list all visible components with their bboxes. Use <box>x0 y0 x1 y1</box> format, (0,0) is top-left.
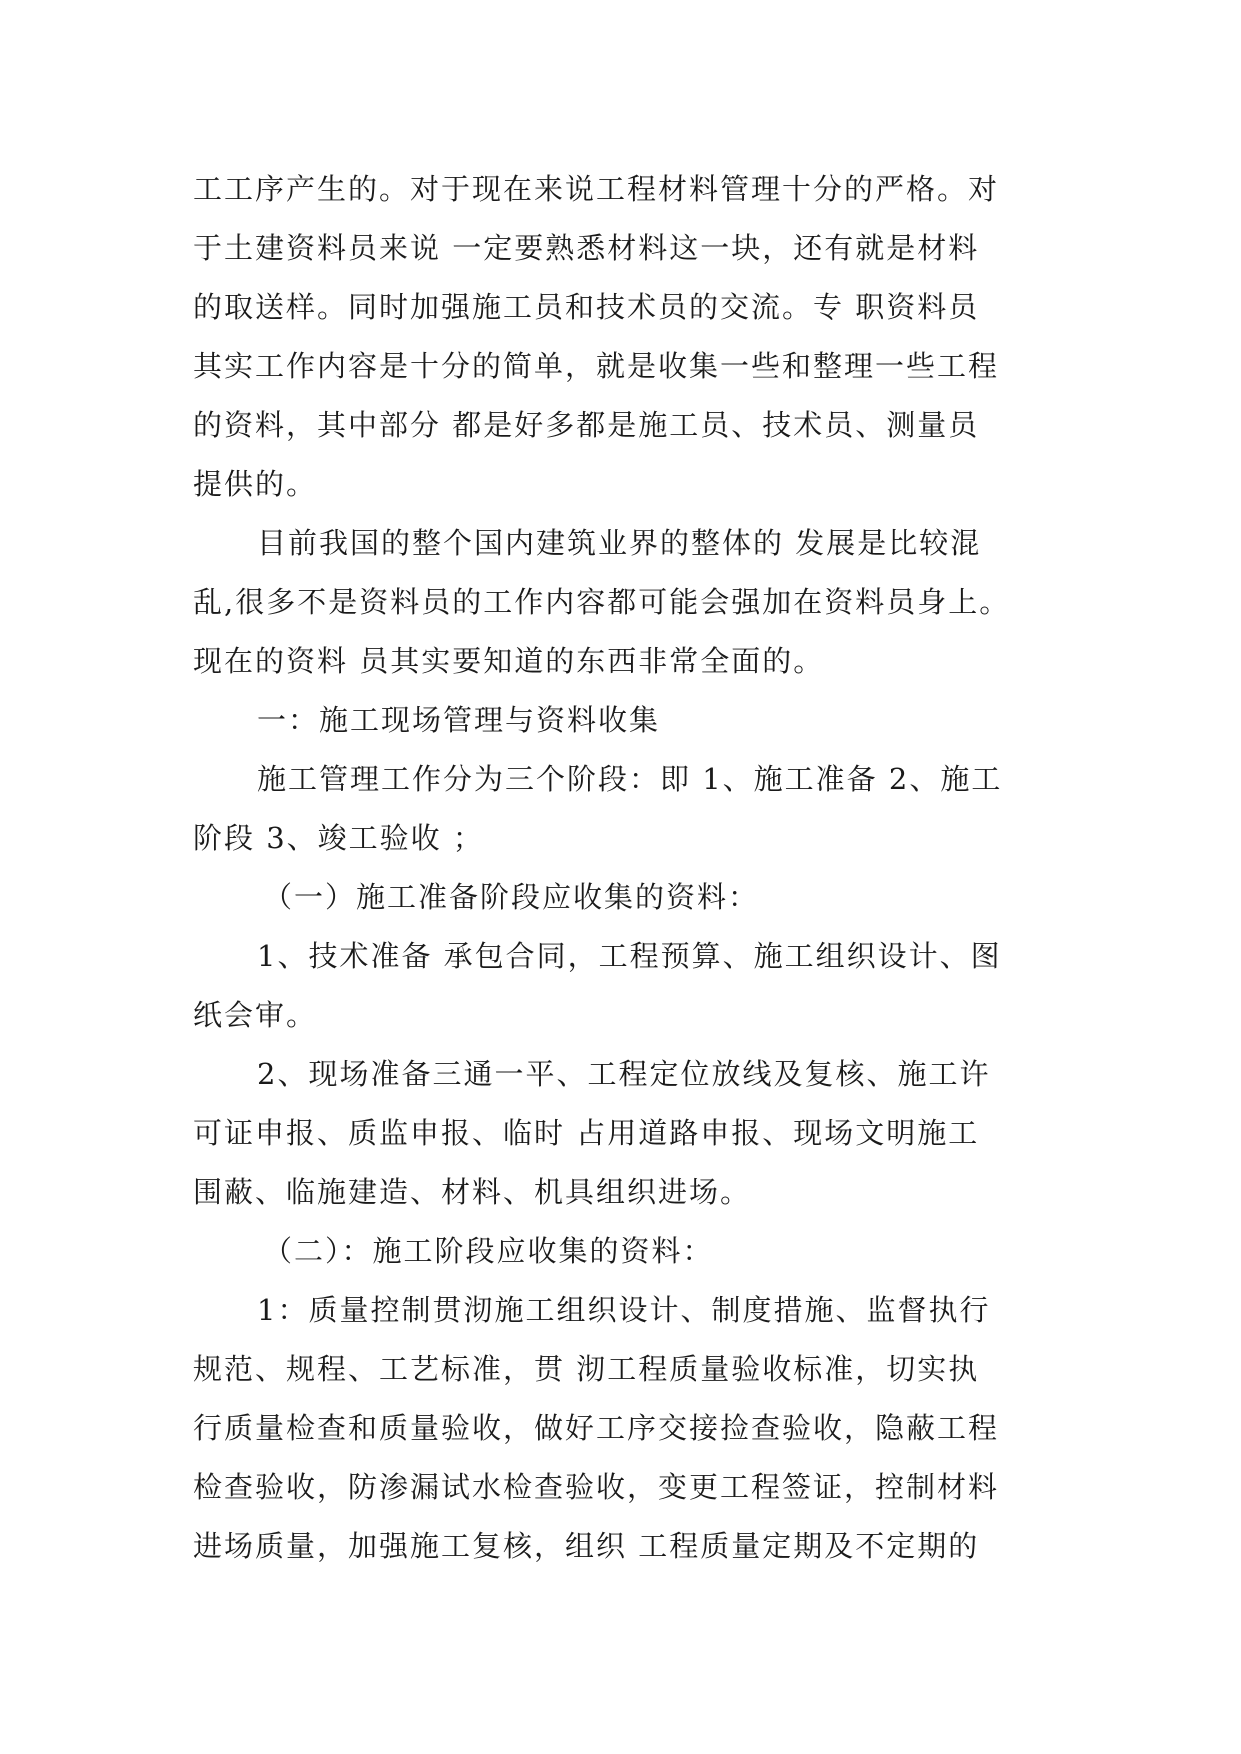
paragraph-line: 于土建资料员来说 一定要熟悉材料这一块，还有就是材料 <box>193 231 980 265</box>
paragraph-line: 检查验收，防渗漏试水检查验收，变更工程签证，控制材料 <box>193 1470 1000 1504</box>
paragraph-line: 的取送样。同时加强施工员和技术员的交流。专 职资料员 <box>193 290 980 324</box>
paragraph-line: 施工管理工作分为三个阶段：即 1、施工准备 2、施工 <box>257 762 1003 796</box>
paragraph-line: 提供的。 <box>193 467 318 501</box>
section-heading: 一：施工现场管理与资料收集 <box>257 703 661 737</box>
paragraph-line: 现在的资料 员其实要知道的东西非常全面的。 <box>193 644 825 678</box>
paragraph-line: 1、技术准备 承包合同，工程预算、施工组织设计、图 <box>257 939 1002 973</box>
paragraph-line: 可证申报、质监申报、临时 占用道路申报、现场文明施工 <box>193 1116 980 1150</box>
subsection-heading: （一）施工准备阶段应收集的资料： <box>263 880 760 914</box>
document-body <box>193 160 1063 1576</box>
paragraph-line: 进场质量，加强施工复核，组织 工程质量定期及不定期的 <box>193 1529 980 1563</box>
paragraph-line: 围蔽、临施建造、材料、机具组织进场。 <box>193 1175 752 1209</box>
paragraph-line: 阶段 3、竣工验收 ； <box>193 821 484 855</box>
paragraph-line: 1：质量控制贯沏施工组织设计、制度措施、监督执行 <box>257 1293 991 1327</box>
paragraph-line: 的资料，其中部分 都是好多都是施工员、技术员、测量员 <box>193 408 980 442</box>
paragraph-line: 目前我国的整个国内建筑业界的整体的 发展是比较混 <box>257 526 982 560</box>
paragraph-line: 2、现场准备三通一平、工程定位放线及复核、施工许 <box>257 1057 991 1091</box>
paragraph-line: 行质量检查和质量验收，做好工序交接捡查验收，隐蔽工程 <box>193 1411 1000 1445</box>
paragraph-line: 乱,很多不是资料员的工作内容都可能会强加在资料员身上。 <box>193 585 1011 619</box>
paragraph-line: 规范、规程、工艺标准，贯 沏工程质量验收标准，切实执 <box>193 1352 980 1386</box>
paragraph-line: 工工序产生的。对于现在来说工程材料管理十分的严格。对 <box>193 172 1000 206</box>
subsection-heading: （二）：施工阶段应收集的资料： <box>263 1234 714 1268</box>
paragraph-line: 纸会审。 <box>193 998 318 1032</box>
paragraph-line: 其实工作内容是十分的简单，就是收集一些和整理一些工程 <box>193 349 1000 383</box>
